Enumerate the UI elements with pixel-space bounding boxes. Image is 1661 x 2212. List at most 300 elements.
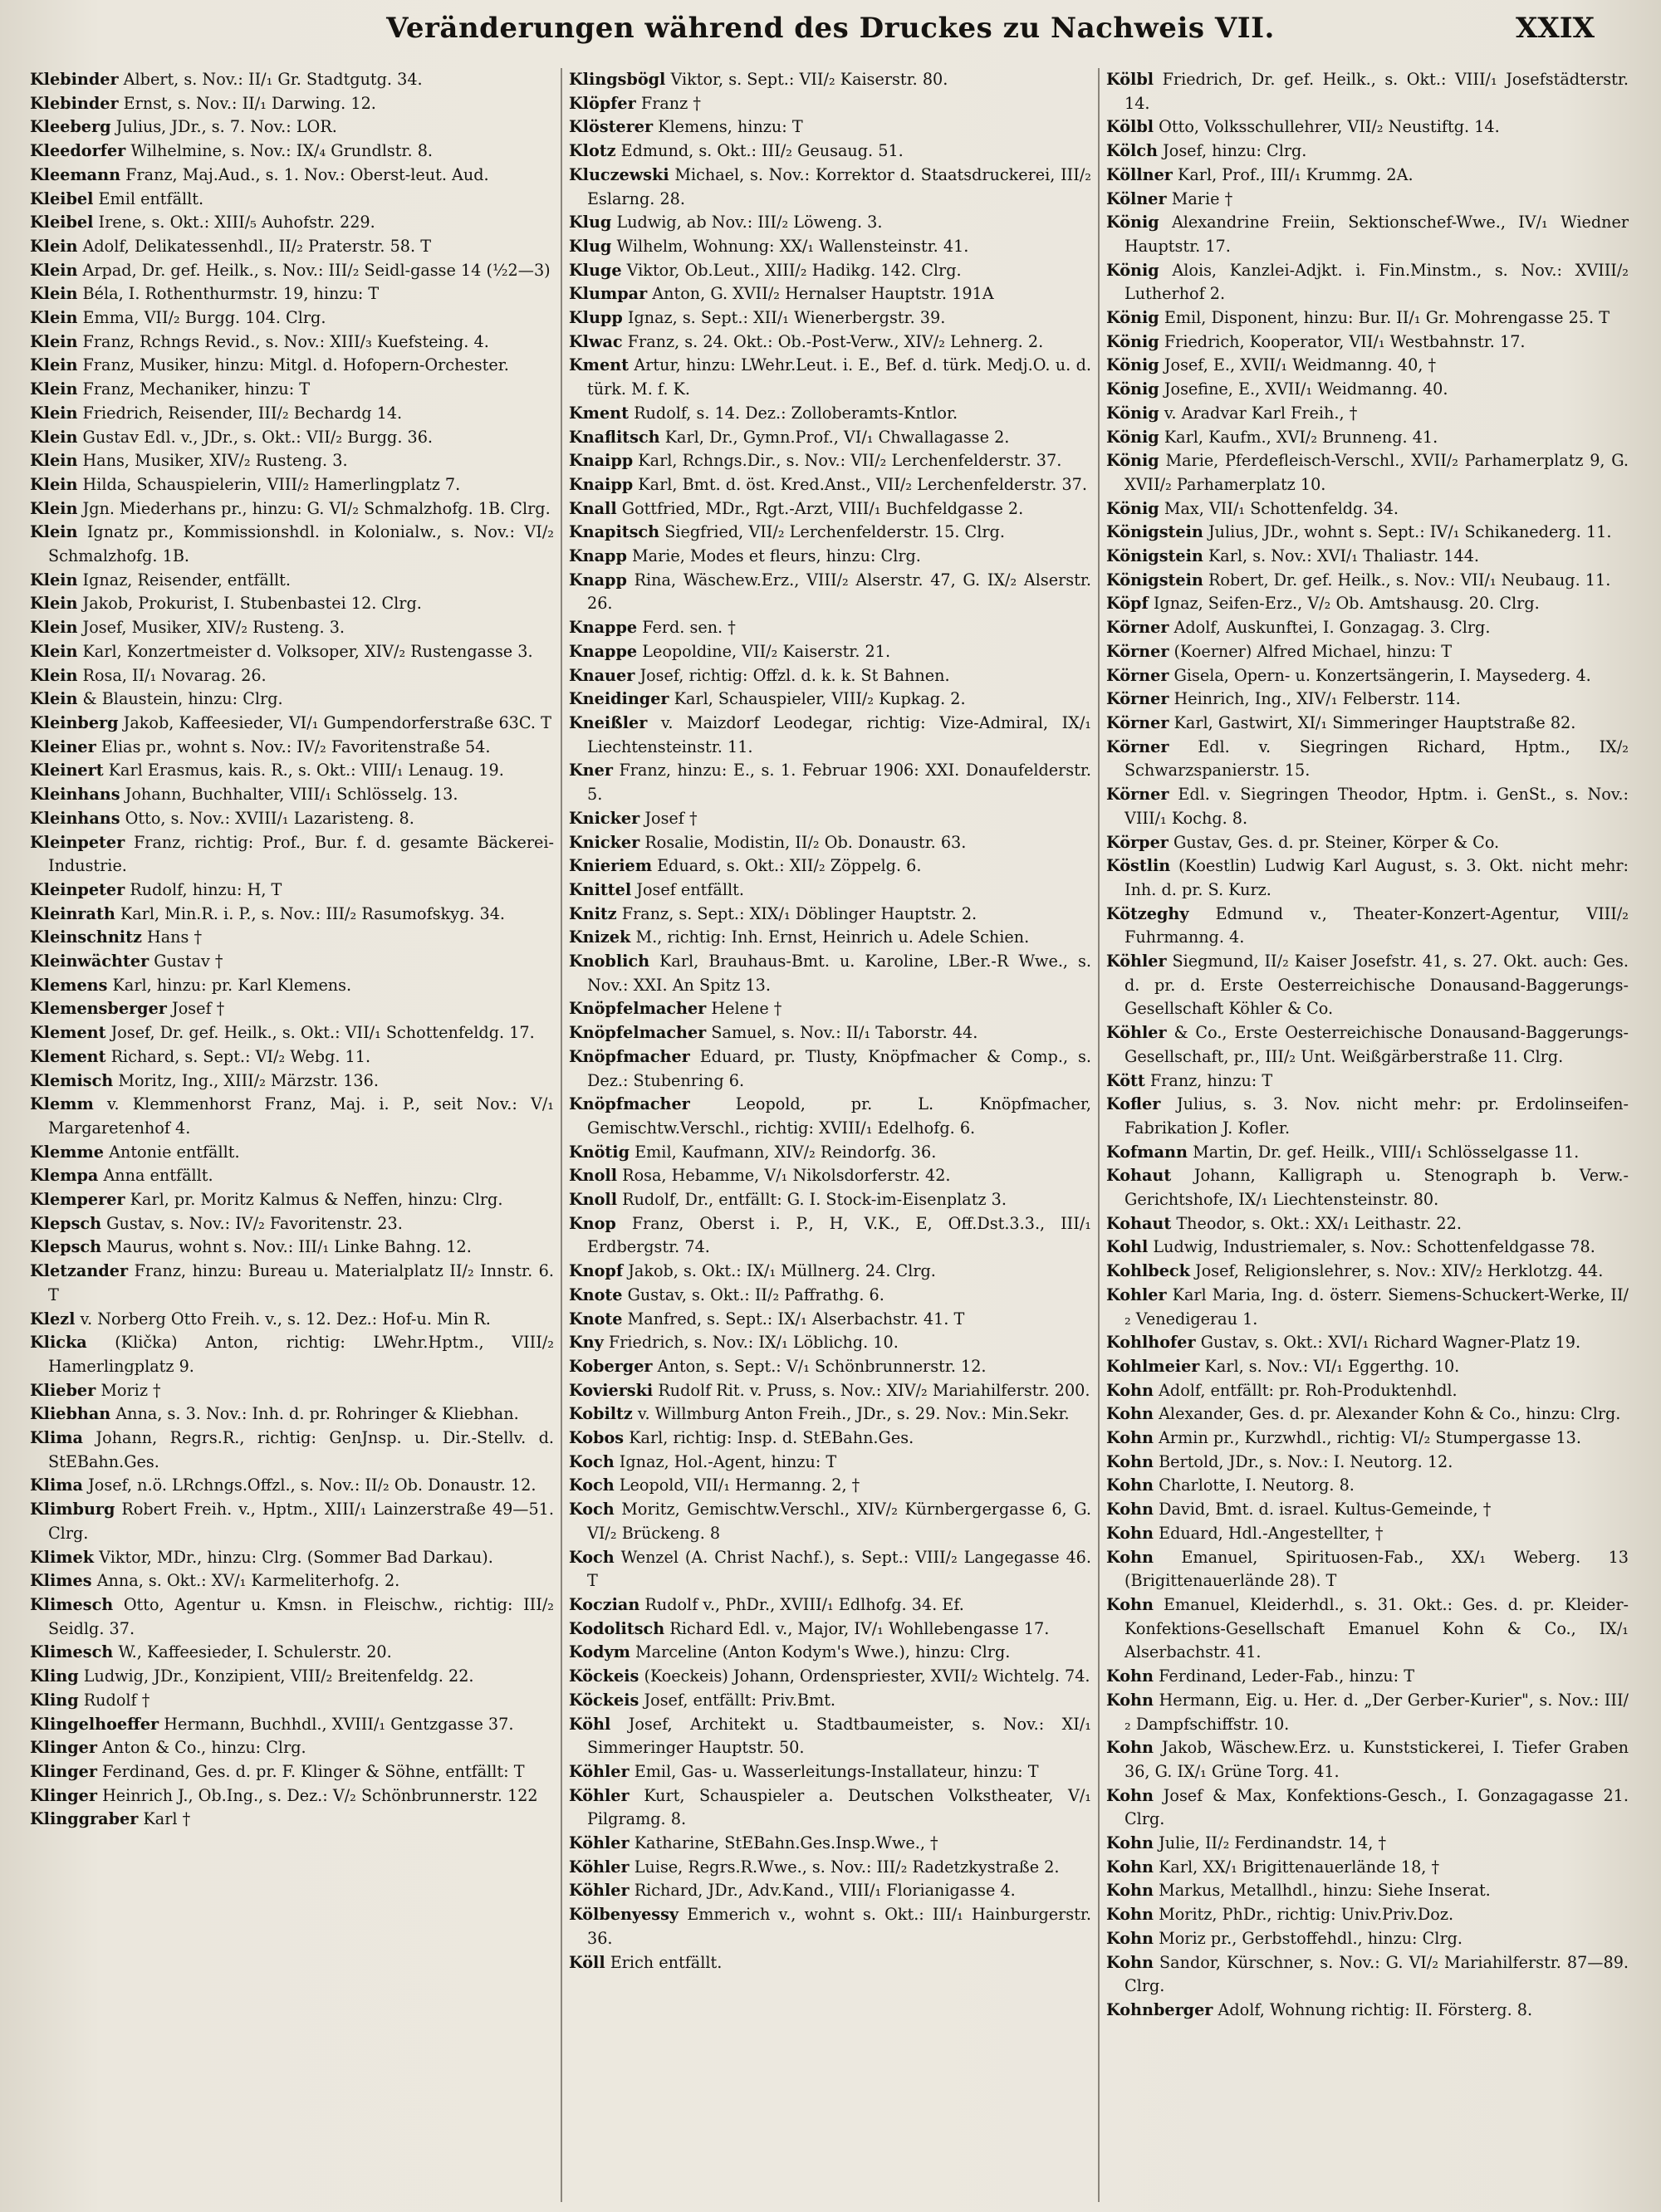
entry-name: Klein: [30, 403, 78, 423]
entry-name: Klein: [30, 594, 78, 614]
entry-name: Kment: [569, 403, 629, 423]
entry-name: Knicker: [569, 832, 640, 852]
entry-details: (Koerner) Alfred Michael, hinzu: T: [1173, 641, 1453, 661]
entry-name: Körner: [1106, 665, 1169, 685]
entry-details: Ignaz, Reisender, entfällt.: [82, 570, 291, 590]
entry-name: König: [1106, 213, 1159, 232]
directory-entry: [1106, 449, 1629, 497]
entry-details: Béla, I. Rothenthurmstr. 19, hinzu: T: [82, 284, 380, 304]
entry-details: Samuel, s. Nov.: II/₁ Taborstr. 44.: [711, 1023, 978, 1043]
directory-entry: [1106, 378, 1629, 402]
entry-details: Ignatz pr., Kommissionshdl. in Kolonialw., s. Nov.: VI/₂ Schmalzhofg. 1B.: [48, 522, 554, 566]
directory-entry: [30, 1784, 554, 1808]
entry-name: Kohn: [1106, 1451, 1154, 1471]
entry-name: Kneißler: [569, 712, 648, 732]
entry-details: Franz, hinzu: Bureau u. Materialplatz II/₂ Innstr. 6. T: [48, 1261, 554, 1304]
entry-details: Robert, Dr. gef. Heilk., s. Nov.: VII/₁ Neubaug. 11.: [1208, 570, 1611, 590]
entry-details: Theodor, s. Okt.: XX/₁ Leithastr. 22.: [1176, 1213, 1462, 1233]
entry-details: Emma, VII/₂ Burgg. 104. Clrg.: [82, 308, 326, 328]
directory-entry: [569, 878, 1091, 903]
entry-name: König: [1106, 308, 1159, 328]
entry-name: Knittel: [569, 879, 632, 899]
entry-details: Alexandrine Freiin, Sektionschef-Wwe., IV/₁ Wiedner Hauptstr. 17.: [1124, 213, 1629, 256]
directory-entry: [30, 92, 554, 116]
directory-entry: [569, 1689, 1091, 1713]
entry-details: Josef, Religionslehrer, s. Nov.: XIV/₂ Herklotzg. 44.: [1195, 1261, 1604, 1281]
directory-entry: [30, 1498, 554, 1545]
directory-entry: [30, 449, 554, 473]
entry-details: Bertold, JDr., s. Nov.: I. Neutorg. 12.: [1159, 1451, 1453, 1471]
directory-entry: [1106, 1927, 1629, 1951]
entry-details: Arpad, Dr. gef. Heilk., s. Nov.: III/₂ Seidl-gasse 14 (½2—3): [82, 260, 551, 280]
entry-name: Knauer: [569, 665, 635, 685]
entry-name: Kött: [1106, 1070, 1145, 1090]
entry-details: Klemens, hinzu: T: [658, 117, 803, 137]
entry-details: Friedrich, Reisender, III/₂ Bechardg 14.: [82, 403, 403, 423]
directory-entry: [1106, 164, 1629, 188]
directory-entry: [569, 1188, 1091, 1212]
entry-name: Klein: [30, 689, 78, 709]
entry-name: Klein: [30, 570, 78, 590]
directory-entry: [1106, 736, 1629, 783]
entry-details: Karl, hinzu: pr. Karl Klemens.: [112, 975, 352, 995]
directory-entry: [569, 1331, 1091, 1355]
directory-entry: [1106, 115, 1629, 139]
directory-entry: [30, 1188, 554, 1212]
entry-name: Köhler: [569, 1881, 630, 1901]
directory-entry: [30, 1164, 554, 1188]
directory-entry: [30, 211, 554, 235]
entry-name: Köhler: [569, 1833, 630, 1853]
entry-name: Klug: [569, 213, 612, 232]
directory-entry: [1106, 1021, 1629, 1069]
entry-details: Johann, Kalligraph u. Stenograph b. Verw.-Gerichtshofe, IX/₁ Liechtensteinstr. 80.: [1124, 1166, 1629, 1210]
directory-entry: [1106, 354, 1629, 378]
entry-name: Köpf: [1106, 594, 1149, 614]
entry-details: Julius, s. 3. Nov. nicht mehr: pr. Erdolinseifen-Fabrikation J. Kofler.: [1124, 1094, 1629, 1138]
entry-details: Maurus, wohnt s. Nov.: III/₁ Linke Bahng. 12.: [106, 1237, 472, 1257]
directory-entry: [30, 235, 554, 259]
directory-entry: [569, 402, 1091, 426]
directory-entry: [30, 282, 554, 306]
entry-details: Hermann, Eig. u. Her. d. „Der Gerber-Kurier", s. Nov.: III/₂ Dampfschiffstr. 10.: [1124, 1690, 1629, 1734]
entry-name: Knieriem: [569, 856, 653, 876]
entry-name: Körner: [1106, 737, 1169, 756]
directory-entry: [30, 1474, 554, 1498]
entry-details: Moritz, PhDr., richtig: Univ.Priv.Doz.: [1159, 1905, 1454, 1925]
entry-name: Kohaut: [1106, 1166, 1172, 1186]
entry-details: Viktor, Ob.Leut., XIII/₂ Hadikg. 142. Clrg.: [626, 260, 962, 280]
entry-details: Eduard, pr. Tlusty, Knöpfmacher & Comp., s. Dez.: Stubenring 6.: [587, 1046, 1091, 1090]
directory-entry: [569, 282, 1091, 306]
entry-name: Königstein: [1106, 570, 1203, 590]
directory-entry: [569, 68, 1091, 92]
directory-entry: [1106, 1474, 1629, 1498]
entry-name: Kohn: [1106, 1380, 1154, 1400]
directory-entry: [1106, 188, 1629, 212]
directory-entry: [569, 831, 1091, 855]
entry-name: Kling: [30, 1666, 79, 1686]
entry-name: Körner: [1106, 785, 1169, 805]
entry-name: Klein: [30, 665, 78, 685]
entry-details: Moriz †: [100, 1380, 161, 1400]
directory-entry: [30, 640, 554, 664]
entry-details: Anna, s. 3. Nov.: Inh. d. pr. Rohringer & Kliebhan.: [115, 1404, 519, 1424]
directory-entry: [569, 330, 1091, 355]
entry-name: Koberger: [569, 1356, 653, 1376]
entry-name: Knizek: [569, 927, 631, 947]
directory-entry: [30, 831, 554, 878]
entry-details: Edmund v., Theater-Konzert-Agentur, VIII/₂ Fuhrmanng. 4.: [1124, 903, 1629, 947]
directory-entry: [30, 426, 554, 450]
entry-details: Jakob, Wäschew.Erz. u. Kunststickerei, I. Tiefer Graben 36, G. IX/₁ Grüne Torg. 41.: [1124, 1738, 1629, 1781]
directory-entry: [30, 402, 554, 426]
entry-name: Klein: [30, 498, 78, 518]
directory-entry: [569, 1498, 1091, 1545]
entry-details: Ludwig, Industriemaler, s. Nov.: Schottenfeldgasse 78.: [1153, 1237, 1595, 1257]
directory-entry: [1106, 569, 1629, 593]
entry-name: Knaflitsch: [569, 427, 660, 447]
entry-details: Siegfried, VII/₂ Lerchenfelderstr. 15. Clrg.: [664, 522, 1005, 542]
directory-entry: [1106, 1856, 1629, 1880]
directory-entry: [1106, 831, 1629, 855]
directory-entry: [569, 616, 1091, 640]
entry-details: Hilda, Schauspielerin, VIII/₂ Hamerlingplatz 7.: [82, 474, 461, 494]
entry-details: Ferdinand, Leder-Fab., hinzu: T: [1159, 1666, 1415, 1686]
entry-name: Kliebhan: [30, 1404, 111, 1424]
directory-entry: [569, 1427, 1091, 1451]
entry-details: Ferdinand, Ges. d. pr. F. Klinger & Söhne, entfällt: T: [102, 1761, 525, 1781]
entry-details: Johann, Regrs.R., richtig: GenJnsp. u. Dir.-Stellv. d. StEBahn.Ges.: [48, 1428, 554, 1471]
entry-name: Kötzeghy: [1106, 903, 1189, 923]
directory-entry: [30, 1760, 554, 1784]
directory-entry: [1106, 640, 1629, 664]
entry-name: Kleeberg: [30, 117, 111, 137]
entry-name: Knapp: [569, 570, 627, 590]
directory-entry: [30, 1212, 554, 1236]
entry-details: Gustav, s. Okt.: XVI/₁ Richard Wagner-Platz 19.: [1200, 1333, 1581, 1353]
entry-details: Marceline (Anton Kodym's Wwe.), hinzu: Clrg.: [635, 1642, 1011, 1662]
entry-details: Manfred, s. Sept.: IX/₁ Alserbachstr. 41. T: [627, 1309, 965, 1329]
entry-name: Kohn: [1106, 1857, 1154, 1877]
directory-entry: [30, 1569, 554, 1593]
entry-name: Knote: [569, 1309, 623, 1329]
directory-entry: [569, 1045, 1091, 1093]
entry-details: Karl, Brauhaus-Bmt. u. Karoline, LBer.-R Wwe., s. Nov.: XXI. An Spitz 13.: [587, 952, 1091, 995]
entry-details: v. Klemmenhorst Franz, Maj. i. P., seit Nov.: V/₁ Margaretenhof 4.: [48, 1094, 554, 1138]
entry-details: Rudolf Rit. v. Pruss, s. Nov.: XIV/₂ Mariahilferstr. 200.: [658, 1380, 1090, 1400]
entry-name: Kohlhofer: [1106, 1333, 1196, 1353]
entry-name: König: [1106, 331, 1159, 351]
directory-entry: [1106, 1069, 1629, 1094]
entry-name: Kohn: [1106, 1666, 1154, 1686]
directory-entry: [569, 759, 1091, 806]
entry-details: Karl Maria, Ing. d. österr. Siemens-Schuckert-Werke, II/₂ Venedigerau 1.: [1124, 1285, 1629, 1329]
entry-details: Marie †: [1171, 188, 1233, 208]
entry-name: Körner: [1106, 641, 1169, 661]
entry-details: Sandor, Kürschner, s. Nov.: G. VI/₂ Mariahilferstr. 87—89. Clrg.: [1124, 1952, 1629, 1996]
entry-details: Rudolf, hinzu: H, T: [130, 879, 282, 899]
entry-details: Karl †: [143, 1809, 191, 1829]
entry-name: Knopf: [569, 1261, 624, 1281]
directory-entry: [30, 712, 554, 736]
directory-entry: [569, 92, 1091, 116]
entry-name: Klein: [30, 236, 78, 256]
entry-name: Kleinpeter: [30, 879, 125, 899]
entry-name: Knaipp: [569, 474, 634, 494]
entry-details: Emil, Disponent, hinzu: Bur. II/₁ Gr. Mohrengasse 25. T: [1164, 308, 1610, 328]
column-right: [1098, 68, 1635, 2202]
entry-details: Rudolf v., PhDr., XVIII/₁ Edlhofg. 34. Ef.: [644, 1595, 964, 1614]
entry-details: Josef, E., XVII/₁ Weidmanng. 40, †: [1164, 355, 1437, 375]
entry-name: Klein: [30, 284, 78, 304]
entry-name: Klimes: [30, 1571, 92, 1591]
entry-details: Helene †: [711, 999, 782, 1019]
directory-entry: [1106, 139, 1629, 164]
entry-name: Knop: [569, 1213, 616, 1233]
directory-entry: [1106, 1498, 1629, 1522]
entry-name: Kölbenyessy: [569, 1905, 679, 1925]
entry-name: Koch: [569, 1500, 615, 1520]
directory-entry: [30, 1427, 554, 1474]
entry-details: Ernst, s. Nov.: II/₁ Darwing. 12.: [123, 93, 376, 113]
entry-details: Friedrich, s. Nov.: IX/₁ Löblichg. 10.: [608, 1333, 899, 1353]
directory-entry: [569, 259, 1091, 283]
entry-details: Julie, II/₂ Ferdinandstr. 14, †: [1159, 1833, 1387, 1853]
entry-name: Köll: [569, 1952, 605, 1972]
entry-name: Kohn: [1106, 1404, 1154, 1424]
entry-details: Otto, s. Nov.: XVIII/₁ Lazaristeng. 8.: [125, 808, 414, 828]
entry-name: Kölbl: [1106, 70, 1154, 89]
directory-entry: [1106, 1784, 1629, 1832]
entry-name: Klein: [30, 641, 78, 661]
directory-entry: [1106, 1593, 1629, 1665]
entry-details: Josefine, E., XVII/₁ Weidmanng. 40.: [1164, 379, 1448, 399]
entry-details: Katharine, StEBahn.Ges.Insp.Wwe., †: [634, 1833, 938, 1853]
directory-entry: [569, 497, 1091, 521]
entry-details: Karl, pr. Moritz Kalmus & Neffen, hinzu: Clrg.: [130, 1190, 503, 1210]
entry-name: Knitz: [569, 903, 617, 923]
directory-entry: [569, 1355, 1091, 1379]
page-number: XXIX: [1515, 12, 1595, 45]
entry-name: Kleibel: [30, 213, 94, 232]
entry-details: Eduard, Hdl.-Angestellter, †: [1159, 1523, 1384, 1543]
entry-details: Josef & Max, Konfektions-Gesch., I. Gonzagagasse 21. Clrg.: [1124, 1785, 1629, 1829]
entry-name: Kölbl: [1106, 117, 1154, 137]
directory-entry: [569, 1665, 1091, 1689]
entry-details: Erich entfällt.: [610, 1952, 723, 1972]
entry-name: Kner: [569, 761, 613, 781]
entry-name: Klumpar: [569, 284, 648, 304]
entry-details: Karl, Kaufm., XVI/₂ Brunneng. 41.: [1164, 427, 1438, 447]
entry-name: Klein: [30, 355, 78, 375]
entry-details: Max, VII/₁ Schottenfeldg. 34.: [1164, 498, 1399, 518]
entry-details: Leopoldine, VII/₂ Kaiserstr. 21.: [642, 641, 891, 661]
entry-details: Viktor, s. Sept.: VII/₂ Kaiserstr. 80.: [670, 70, 948, 89]
directory-entry: [569, 115, 1091, 139]
entry-name: Körner: [1106, 712, 1169, 732]
directory-entry: [1106, 1546, 1629, 1593]
entry-details: Josef, richtig: Offzl. d. k. k. St Bahnen.: [639, 665, 950, 685]
entry-name: Kleinhans: [30, 785, 120, 805]
entry-details: Richard, JDr., Adv.Kand., VIII/₁ Florianigasse 4.: [634, 1881, 1016, 1901]
directory-entry: [569, 1760, 1091, 1784]
entry-details: Johann, Buchhalter, VIII/₁ Schlösselg. 13.: [125, 785, 458, 805]
directory-entry: [569, 640, 1091, 664]
entry-details: Emanuel, Spirituosen-Fab., XX/₁ Weberg. 13 (Brigittenauerlände 28). T: [1124, 1547, 1629, 1591]
directory-entry: [30, 1689, 554, 1713]
directory-entry: [569, 1308, 1091, 1332]
entry-details: Franz, Rchngs Revid., s. Nov.: XIII/₃ Kuefsteing. 4.: [82, 331, 489, 351]
directory-entry: [1106, 1284, 1629, 1331]
entry-name: Kohn: [1106, 1500, 1154, 1520]
entry-details: v. Aradvar Karl Freih., †: [1164, 403, 1358, 423]
directory-entry: [30, 378, 554, 402]
entry-name: Kleemann: [30, 164, 121, 184]
entry-details: Artur, hinzu: LWehr.Leut. i. E., Bef. d. türk. Medj.O. u. d. türk. M. f. K.: [587, 355, 1091, 399]
entry-details: Wenzel (A. Christ Nachf.), s. Sept.: VIII/₂ Langegasse 46. T: [587, 1547, 1091, 1591]
entry-details: Anton & Co., hinzu: Clrg.: [102, 1738, 306, 1758]
entry-details: Kurt, Schauspieler a. Deutschen Volkstheater, V/₁ Pilgramg. 8.: [587, 1785, 1091, 1829]
entry-name: Klicka: [30, 1333, 87, 1353]
directory-entry: [30, 1141, 554, 1165]
directory-entry: [30, 1021, 554, 1045]
entry-name: Klein: [30, 308, 78, 328]
entry-name: Kleinpeter: [30, 832, 125, 852]
directory-entry: [569, 664, 1091, 688]
directory-entry: [569, 306, 1091, 330]
entry-details: Julius, JDr., s. 7. Nov.: LOR.: [115, 117, 337, 137]
directory-entry: [569, 1951, 1091, 1975]
entry-details: Eduard, s. Okt.: XII/₂ Zöppelg. 6.: [657, 856, 922, 876]
entry-name: Kleiner: [30, 737, 96, 756]
entry-details: Gustav, s. Nov.: IV/₂ Favoritenstr. 23.: [106, 1213, 403, 1233]
entry-details: Emanuel, Kleiderhdl., s. 31. Okt.: Ges. d. pr. Kleider-Konfektions-Gesellschaft Emanuel Kohn & Co., IX/₁ Alserbachstr. 41.: [1124, 1595, 1629, 1662]
directory-entry: [569, 164, 1091, 211]
entry-details: Marie, Pferdefleisch-Verschl., XVII/₂ Parhamerplatz 9, G. XVII/₂ Parhamerplatz 10.: [1124, 451, 1629, 494]
directory-entry: [30, 1546, 554, 1570]
directory-entry: [569, 1474, 1091, 1498]
column-middle: [561, 68, 1098, 2202]
entry-name: Knoll: [569, 1190, 618, 1210]
directory-entry: [1106, 1951, 1629, 1999]
entry-details: M., richtig: Inh. Ernst, Heinrich u. Adele Schien.: [635, 927, 1030, 947]
entry-name: Kohn: [1106, 1833, 1154, 1853]
entry-details: Edmund, s. Okt.: III/₂ Geusaug. 51.: [620, 141, 904, 161]
entry-name: Klein: [30, 451, 78, 471]
entry-name: Klein: [30, 379, 78, 399]
directory-entry: [569, 1617, 1091, 1642]
directory-entry: [569, 903, 1091, 927]
directory-entry: [569, 1546, 1091, 1593]
entry-details: Gisela, Opern- u. Konzertsängerin, I. Maysederg. 4.: [1173, 665, 1591, 685]
entry-name: Klima: [30, 1428, 83, 1448]
directory-entry: [1106, 497, 1629, 521]
entry-details: Emil entfällt.: [98, 188, 204, 208]
entry-name: Kohnberger: [1106, 1999, 1213, 2019]
directory-entry: [30, 1069, 554, 1094]
directory-entry: [30, 926, 554, 950]
entry-name: Kohn: [1106, 1595, 1154, 1614]
entry-name: Knapp: [569, 546, 627, 566]
directory-entry: [1106, 783, 1629, 830]
directory-entry: [1106, 1212, 1629, 1236]
entry-details: (Koeckeis) Johann, Ordenspriester, XVII/₂ Wichtelg. 74.: [644, 1666, 1090, 1686]
entry-name: Knötig: [569, 1142, 630, 1162]
entry-name: Kobos: [569, 1428, 625, 1448]
entry-name: Klug: [569, 236, 612, 256]
entry-details: Jgn. Miederhans pr., hinzu: G. VI/₂ Schmalzhofg. 1B. Clrg.: [82, 498, 551, 518]
directory-entry: [569, 1379, 1091, 1403]
directory-entry: [30, 569, 554, 593]
directory-entry: [569, 1713, 1091, 1760]
entry-details: Leopold, VII/₁ Hermanng. 2, †: [619, 1475, 860, 1495]
entry-details: Wilhelm, Wohnung: XX/₁ Wallensteinstr. 41.: [616, 236, 969, 256]
entry-details: Ignaz, s. Sept.: XII/₁ Wienerbergstr. 39.: [627, 308, 946, 328]
entry-details: W., Kaffeesieder, I. Schulerstr. 20.: [118, 1642, 392, 1662]
entry-details: Julius, JDr., wohnt s. Sept.: IV/₁ Schikanederg. 11.: [1208, 522, 1612, 542]
entry-details: Josef †: [172, 999, 225, 1019]
entry-details: Rudolf, Dr., entfällt: G. I. Stock-im-Eisenplatz 3.: [622, 1190, 1007, 1210]
directory-entry: [1106, 1402, 1629, 1427]
entry-name: Köhler: [569, 1857, 630, 1877]
entry-name: Klein: [30, 522, 78, 542]
entry-name: Kluczewski: [569, 164, 669, 184]
directory-entry: [30, 330, 554, 355]
entry-details: Albert, s. Nov.: II/₁ Gr. Stadtgutg. 34.: [123, 70, 423, 89]
entry-name: Klement: [30, 1023, 106, 1043]
entry-name: Kleinberg: [30, 712, 119, 732]
entry-details: Ignaz, Hol.-Agent, hinzu: T: [619, 1451, 837, 1471]
entry-details: Josef, entfällt: Priv.Bmt.: [644, 1690, 836, 1710]
directory-entry: [30, 1379, 554, 1403]
entry-details: Rosa, II/₁ Novarag. 26.: [82, 665, 267, 685]
entry-name: König: [1106, 260, 1159, 280]
entry-details: & Blaustein, hinzu: Clrg.: [82, 689, 283, 709]
entry-details: Adolf, Delikatessenhdl., II/₂ Praterstr. 58. T: [82, 236, 432, 256]
directory-entry: [30, 807, 554, 831]
entry-details: Karl, Gastwirt, XI/₁ Simmeringer Hauptstraße 82.: [1173, 712, 1576, 732]
entry-name: Köstlin: [1106, 856, 1171, 876]
entry-details: v. Maizdorf Leodegar, richtig: Vize-Admiral, IX/₁ Liechtensteinstr. 11.: [587, 712, 1091, 756]
entry-details: Emil, Kaufmann, XIV/₂ Reindorfg. 36.: [635, 1142, 937, 1162]
entry-name: Klupp: [569, 308, 623, 328]
directory-entry: [30, 903, 554, 927]
entry-name: Klemisch: [30, 1070, 114, 1090]
directory-entry: [1106, 330, 1629, 355]
directory-entry: [569, 139, 1091, 164]
entry-name: Kohn: [1106, 1475, 1154, 1495]
directory-entry: [1106, 1093, 1629, 1140]
directory-entry: [569, 1402, 1091, 1427]
entry-details: Gustav, s. Okt.: II/₂ Paffrathg. 6.: [627, 1285, 884, 1304]
entry-details: & Co., Erste Oesterreichische Donausand-Baggerungs-Gesellschaft, pr., III/₂ Unt. Weißgärberstraße 11. Clrg.: [1124, 1023, 1629, 1066]
entry-name: Knall: [569, 498, 617, 518]
entry-name: Köllner: [1106, 164, 1173, 184]
entry-details: Elias pr., wohnt s. Nov.: IV/₂ Favoritenstraße 54.: [100, 737, 491, 756]
entry-name: Knoblich: [569, 952, 650, 971]
entry-name: Klein: [30, 618, 78, 638]
directory-entry: [1106, 1879, 1629, 1903]
directory-entry: [30, 1308, 554, 1332]
directory-entry: [30, 783, 554, 807]
entry-details: Otto, Volksschullehrer, VII/₂ Neustiftg. 14.: [1159, 117, 1500, 137]
directory-entry: [569, 1784, 1091, 1832]
directory-entry: [569, 807, 1091, 831]
entry-details: Rudolf †: [83, 1690, 150, 1710]
entry-details: Friedrich, Kooperator, VII/₁ Westbahnstr. 17.: [1164, 331, 1526, 351]
entry-name: Kohn: [1106, 1523, 1154, 1543]
